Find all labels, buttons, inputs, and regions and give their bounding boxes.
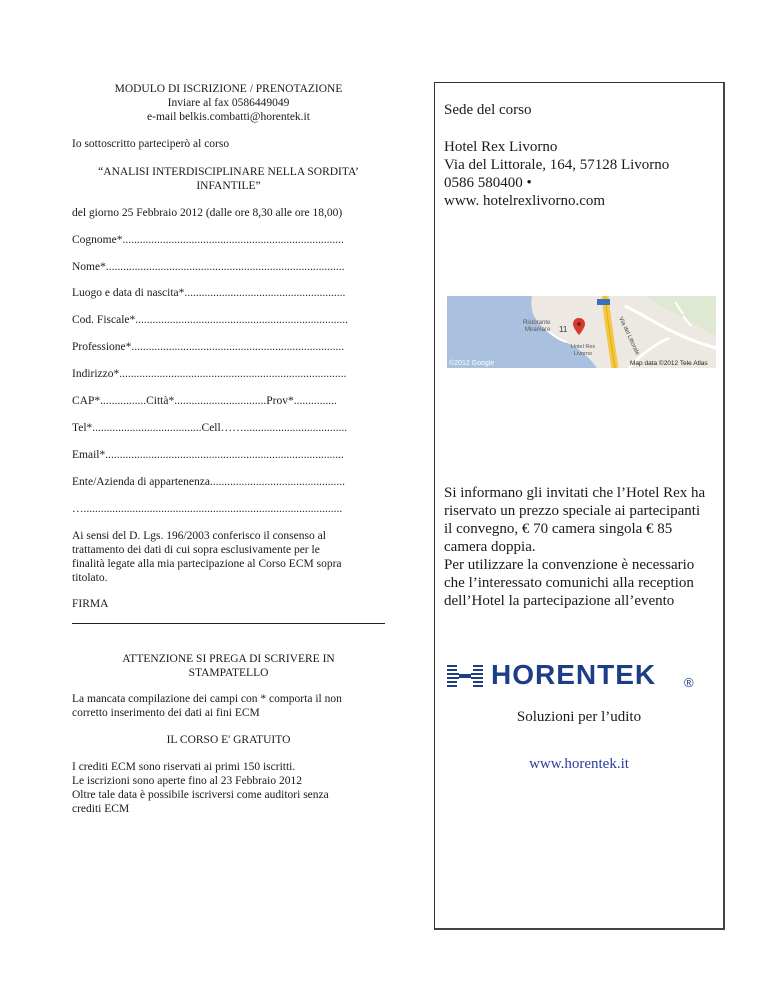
hotel-address: Via del Littorale, 164, 57128 Livorno [444, 157, 670, 173]
horentek-logo [447, 661, 707, 693]
map-place-label: Miramare [525, 327, 551, 333]
venue-label: Sede del corso [444, 102, 532, 118]
field-luogo-data-nascita[interactable]: Luogo e data di nascita*........................................................ [72, 287, 346, 299]
map-data-credit: Map data ©2012 Tele Atlas [630, 360, 708, 367]
notice-line: La mancata compilazione dei campi con * comporta il non [72, 693, 342, 705]
map-place-label: Hotel Rex [571, 344, 596, 350]
field-email[interactable]: Email*................................................................................... [72, 449, 344, 461]
location-map[interactable] [447, 296, 716, 368]
svg-text:11: 11 [559, 325, 568, 334]
fax-line: Inviare al fax 0586449049 [167, 97, 290, 109]
field-codice-fiscale[interactable]: Cod. Fiscale*.......................................................................... [72, 314, 348, 326]
field-ente-continued[interactable]: ….......................................................................................... [72, 503, 343, 515]
signature-line[interactable] [72, 623, 385, 624]
credits-line: Oltre tale data è possibile iscriversi come auditori senza [72, 789, 329, 801]
credits-line: Le iscrizioni sono aperte fino al 23 Febbraio 2012 [72, 775, 302, 787]
attention-line1: ATTENZIONE SI PREGA DI SCRIVERE IN [122, 653, 335, 665]
credits-line: crediti ECM [72, 803, 130, 815]
horentek-logo-mark-icon [447, 663, 483, 689]
field-cap-citta-prov[interactable]: CAP*................Città*................................Prov*............... [72, 395, 337, 407]
field-ente[interactable]: Ente/Azienda di appartenenza............................................... [72, 476, 346, 488]
notice-line: corretto inserimento dei dati ai fini ECM [72, 707, 260, 719]
consent-line: finalità legate alla mia partecipazione al Corso ECM sopra [72, 558, 342, 570]
mandatory-fields-notice [72, 692, 392, 720]
map-place-label: Ristorante [523, 320, 551, 326]
field-cognome[interactable]: Cognome*............................................................................. [72, 234, 344, 246]
horentek-website-link[interactable]: www.horentek.it [529, 756, 629, 772]
consent-line: Ai sensi del D. Lgs. 196/2003 conferisco il consenso al [72, 530, 326, 542]
course-title-line1: “ANALISI INTERDISCIPLINARE NELLA SORDITA’ [98, 166, 359, 178]
field-tel-cell[interactable]: Tel*......................................Cell…….................................... [72, 422, 348, 434]
info-line: camera doppia. [444, 539, 536, 555]
horentek-logo-text: HORENTEK [491, 659, 657, 690]
attention-notice [72, 652, 385, 680]
form-title: MODULO DI ISCRIZIONE / PRENOTAZIONE [114, 83, 343, 95]
credits-line: I crediti ECM sono riservati ai primi 150 iscritti. [72, 761, 296, 773]
hotel-phone: 0586 580400 • [444, 175, 532, 191]
hotel-name: Hotel Rex Livorno [444, 139, 558, 155]
field-nome[interactable]: Nome*................................................................................... [72, 261, 345, 273]
field-indirizzo[interactable]: Indirizzo*............................................................................... [72, 368, 347, 380]
course-title-line2: INFANTILE” [196, 180, 261, 192]
hotel-website[interactable]: www. hotelrexlivorno.com [444, 193, 606, 209]
map-graphic [447, 296, 716, 368]
email-line: e-mail belkis.combatti@horentek.it [147, 111, 310, 123]
info-line: il convegno, € 70 camera singola € 85 [444, 521, 673, 537]
venue-details [444, 138, 669, 210]
horentek-tagline: Soluzioni per l’udito [516, 709, 642, 725]
free-course-heading: IL CORSO E' GRATUITO [166, 734, 291, 746]
consent-line: titolato. [72, 572, 108, 584]
info-line: che l’interessato comunichi alla reception [444, 575, 694, 591]
map-place-label: Livorno [574, 351, 593, 357]
course-date: del giorno 25 Febbraio 2012 (dalle ore 8,30 alle ore 18,00) [72, 207, 343, 219]
info-line: Si informano gli invitati che l’Hotel Rex ha [444, 485, 706, 501]
map-copyright: ©2012 Google [449, 360, 495, 367]
map-road-label: Via del Littorale [617, 316, 641, 357]
consent-line: trattamento dei dati di cui sopra esclusivamente per le [72, 544, 320, 556]
privacy-consent [72, 529, 382, 585]
course-title [72, 165, 385, 193]
field-professione[interactable]: Professione*.......................................................................... [72, 341, 345, 353]
form-header [72, 82, 385, 124]
registered-mark: ® [684, 675, 694, 690]
signature-label: FIRMA [72, 598, 109, 610]
attention-line2: STAMPATELLO [188, 667, 269, 679]
hotel-discount-info [444, 484, 714, 610]
ecm-credits-info [72, 760, 392, 816]
info-line: riservato un prezzo speciale ai partecipanti [444, 503, 701, 519]
intro-text: Io sottoscritto parteciperò al corso [72, 138, 230, 150]
info-line: dell’Hotel la partecipazione all’evento [444, 593, 675, 609]
info-line: Per utilizzare la convenzione è necessario [444, 557, 695, 573]
